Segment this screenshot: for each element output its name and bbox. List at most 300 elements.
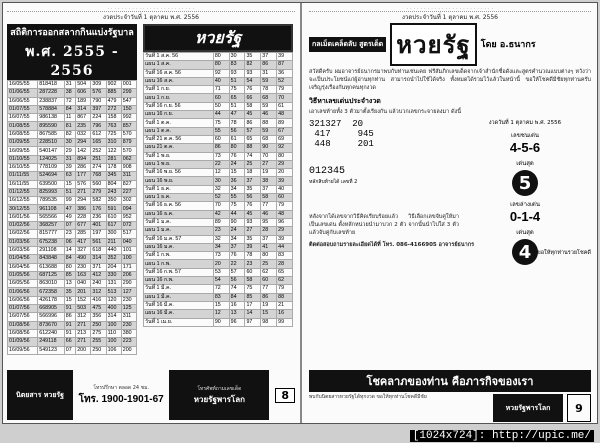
stats-row bbox=[8, 238, 137, 246]
draw-row-cell: 65 bbox=[245, 135, 261, 143]
draw-row bbox=[144, 194, 293, 202]
stats-row-cell: 152 bbox=[76, 296, 91, 304]
draw-row-cell: 89 bbox=[277, 119, 293, 127]
stats-row bbox=[8, 338, 137, 346]
draw-row-cell: 73 bbox=[213, 152, 229, 160]
draw-row-cell: 68 bbox=[261, 94, 277, 102]
draw-row-cell: 80 bbox=[229, 144, 245, 152]
stats-row-cell: 300 bbox=[106, 230, 121, 238]
stats-row-cell: 13 bbox=[64, 280, 75, 288]
draw-row-cell: 56 bbox=[229, 127, 245, 135]
footer-left-logo: นิตยสาร หวยรัฐ bbox=[7, 370, 73, 420]
stats-row-cell: 01/10/55 bbox=[8, 155, 38, 163]
stats-row-cell: 790 bbox=[91, 97, 106, 105]
draw-row-cell: 51 bbox=[229, 102, 245, 110]
stats-row bbox=[8, 280, 137, 288]
draw-row-cell: 16 bbox=[229, 301, 245, 309]
stats-row-cell: 286 bbox=[76, 163, 91, 171]
draw-row bbox=[144, 285, 293, 293]
draw-row-cell: 15 bbox=[213, 301, 229, 309]
stats-row-cell: 612 bbox=[91, 130, 106, 138]
draw-row-cell: แผน 16 ธ.ค. bbox=[144, 210, 214, 218]
draw-row-cell: แผน 1 มี.ค. bbox=[144, 293, 214, 301]
draw-row-cell: วันที่ 16 ส.ค. 56 bbox=[144, 69, 214, 77]
stats-row-cell: 01/06/56 bbox=[8, 288, 38, 296]
stats-row-cell: 206 bbox=[121, 271, 136, 279]
stats-row-cell: 84 bbox=[64, 105, 75, 113]
pair-label: เลขล่างเด่น bbox=[510, 201, 540, 208]
left-footer bbox=[7, 370, 295, 420]
draw-row-cell: 76 bbox=[245, 202, 261, 210]
footer-hotline-caption: โทรปรึกษา ตลอด 24 ชม. bbox=[93, 384, 149, 391]
draw-row-cell: วันที่ 21 ต.ค. 56 bbox=[144, 135, 214, 143]
stats-row bbox=[8, 172, 137, 180]
stats-row-cell: 314 bbox=[106, 313, 121, 321]
footer-small-text: พบกับนิตยสารหวยรัฐได้ทุกงวด ขอให้ทุกท่านโชคดีมีชัย bbox=[309, 394, 427, 400]
stats-row-cell: 400 bbox=[106, 305, 121, 313]
draw-row-cell: 69 bbox=[277, 135, 293, 143]
stats-row-cell: 426178 bbox=[38, 296, 65, 304]
draw-row-cell: 19 bbox=[261, 301, 277, 309]
lucky-label: เลขชนเด่น bbox=[510, 132, 540, 139]
stats-row-cell: 796 bbox=[91, 122, 106, 130]
draw-row-cell: 96 bbox=[229, 318, 245, 326]
stats-row-cell: 952 bbox=[121, 213, 136, 221]
draw-row-cell: 74 bbox=[245, 152, 261, 160]
stats-row-cell: 100 bbox=[106, 338, 121, 346]
stats-row-cell: 618 bbox=[91, 246, 106, 254]
stats-row-cell: 094 bbox=[121, 205, 136, 213]
draw-row-cell: 62 bbox=[277, 277, 293, 285]
draw-row-cell: 56 bbox=[245, 194, 261, 202]
stats-row-cell: 204 bbox=[106, 263, 121, 271]
stats-row-cell: 16/04/56 bbox=[8, 263, 38, 271]
stats-row-cell: 517 bbox=[121, 230, 136, 238]
draw-row bbox=[144, 277, 293, 285]
stats-row-cell: 255 bbox=[91, 338, 106, 346]
stats-row-cell: 540147 bbox=[38, 147, 65, 155]
draw-row bbox=[144, 227, 293, 235]
stats-row-cell: 778109 bbox=[38, 163, 65, 171]
draw-row-cell: 20 bbox=[213, 260, 229, 268]
draw-column bbox=[143, 24, 293, 324]
stats-row-cell: 230 bbox=[121, 321, 136, 329]
stats-row-cell: 252 bbox=[91, 147, 106, 155]
stats-row-cell: 228510 bbox=[38, 139, 65, 147]
draw-row-cell: 14 bbox=[245, 310, 261, 318]
draw-row-cell: 20 bbox=[277, 169, 293, 177]
draw-row-cell: 54 bbox=[245, 77, 261, 85]
stats-row-cell: 142 bbox=[76, 147, 91, 155]
stats-row-cell: 101 bbox=[121, 246, 136, 254]
stats-row bbox=[8, 122, 137, 130]
stats-row-cell: 275 bbox=[91, 329, 106, 337]
stats-row-cell: 992 bbox=[121, 114, 136, 122]
stats-table bbox=[7, 80, 137, 355]
stats-row-cell: 687125 bbox=[38, 271, 65, 279]
stats-row-cell: 100 bbox=[121, 255, 136, 263]
stats-row-cell: 227 bbox=[121, 188, 136, 196]
draw-row-cell: 45 bbox=[245, 111, 261, 119]
draw-row-cell: 21 bbox=[277, 301, 293, 309]
draw-row-cell: 80 bbox=[277, 152, 293, 160]
stats-row bbox=[8, 139, 137, 147]
draw-row-cell: วันที่ 1 ก.พ. bbox=[144, 252, 214, 260]
stats-row-cell: 230 bbox=[121, 296, 136, 304]
draw-row-cell: แผน 21 ต.ค. bbox=[144, 144, 214, 152]
stats-row-cell: 271 bbox=[76, 321, 91, 329]
draw-row-cell: 88 bbox=[245, 144, 261, 152]
stats-row-cell: 16/09/56 bbox=[8, 346, 38, 354]
draw-row-cell: 79 bbox=[277, 86, 293, 94]
draw-row-cell: 52 bbox=[213, 194, 229, 202]
draw-row-cell: แผน 1 ม.ค. bbox=[144, 227, 214, 235]
footer-slogan: โชคลาภของท่าน คือภารกิจของเรา bbox=[309, 370, 591, 392]
stats-row-cell: 311 bbox=[121, 172, 136, 180]
draw-row-cell: วันที่ 1 ต.ค. bbox=[144, 119, 214, 127]
footer-hotline: โทร. 1900-1901-67 bbox=[78, 393, 164, 405]
stats-row-cell: 51 bbox=[64, 188, 75, 196]
draw-row-cell: 71 bbox=[213, 86, 229, 94]
lucky-value: 4-5-6 bbox=[509, 140, 541, 155]
draw-row-cell: 37 bbox=[229, 243, 245, 251]
stats-row-cell: 243 bbox=[106, 188, 121, 196]
draw-row-cell: 60 bbox=[261, 277, 277, 285]
stats-row-cell: 01/09/56 bbox=[8, 338, 38, 346]
draw-row-cell: 35 bbox=[245, 235, 261, 243]
draw-row-cell: 34 bbox=[213, 243, 229, 251]
draw-row-cell: วันที่ 1 ส.ค. 56 bbox=[144, 53, 214, 61]
stats-row-cell: 72 bbox=[64, 97, 75, 105]
stats-row-cell: 040 bbox=[76, 280, 91, 288]
last-label: เด่นสุด bbox=[516, 229, 534, 236]
stats-row-cell: 200 bbox=[76, 346, 91, 354]
stats-row bbox=[8, 246, 137, 254]
stats-row-cell: 566996 bbox=[38, 313, 65, 321]
draw-row-cell: 85 bbox=[245, 293, 261, 301]
draw-row bbox=[144, 235, 293, 243]
stats-row-cell: 314 bbox=[76, 105, 91, 113]
stats-row-cell: 124025 bbox=[38, 155, 65, 163]
stats-row-cell: 804 bbox=[106, 180, 121, 188]
stats-row-cell: 873670 bbox=[38, 321, 65, 329]
draw-row-cell: 22 bbox=[229, 260, 245, 268]
draw-row bbox=[144, 86, 293, 94]
stats-row bbox=[8, 263, 137, 271]
draw-row-cell: 48 bbox=[277, 111, 293, 119]
draw-row-cell: 96 bbox=[277, 218, 293, 226]
draw-row-cell: 15 bbox=[261, 310, 277, 318]
stats-row-cell: 294 bbox=[76, 197, 91, 205]
stats-row bbox=[8, 222, 137, 230]
stats-row-cell: 613688 bbox=[38, 263, 65, 271]
draw-row-cell: 77 bbox=[261, 285, 277, 293]
draw-row-cell: แผน 1 ส.ค. bbox=[144, 61, 214, 69]
stats-row bbox=[8, 197, 137, 205]
stats-row-cell: 100 bbox=[106, 321, 121, 329]
stats-row-cell: 908 bbox=[121, 163, 136, 171]
draw-date: งวดวันที่ 1 ตุลาคม พ.ศ. 2556 bbox=[488, 120, 562, 126]
stats-row-cell: 668905 bbox=[38, 305, 65, 313]
stats-row-cell: 725 bbox=[106, 130, 121, 138]
stats-row-cell: 165 bbox=[91, 139, 106, 147]
prediction-panel bbox=[459, 119, 591, 265]
intro-paragraph: สวัสดีครับ ผมอาจารย์ธนากรมาพบกับท่านเช่นเคย ฟรีสัมภิกเลขเด็ดจากเจ้าสำนักชื่อดังและสูตรคำนวณแบบต่างๆ หวังว่าจะเป็นประโยชน์แก่ผู้อ่านทุกท่าน สามารถนำไปใช้ได้จริง ทั้งหมดได้รวมไว้แล้วในหน้านี้ ขอให้โชคดีมีชัยทุกท่านครับ เจริญรุ่งเรืองกันทุกคนทุกงวด bbox=[309, 69, 591, 91]
draw-row-cell: 82 bbox=[245, 61, 261, 69]
stats-row bbox=[8, 105, 137, 113]
stats-row-cell: 06 bbox=[64, 238, 75, 246]
stats-row-cell: 91 bbox=[64, 321, 75, 329]
footer-right-title: หวยรัฐพารโลก bbox=[193, 394, 245, 404]
stats-row-cell: 01/03/56 bbox=[8, 238, 38, 246]
stats-row-cell: 16/07/55 bbox=[8, 114, 38, 122]
draw-row-cell: 67 bbox=[277, 127, 293, 135]
draw-row-cell: 92 bbox=[213, 69, 229, 77]
stats-row-cell: 63 bbox=[64, 172, 75, 180]
draw-row-cell: 86 bbox=[245, 119, 261, 127]
draw-row-cell: 60 bbox=[213, 94, 229, 102]
stats-row-cell: 01/06/55 bbox=[8, 89, 38, 97]
column-label: กลเม็ดเคล็ดลับ สูตรเด็ด bbox=[309, 37, 386, 52]
footer-right-caption: โทรศัพท์ถามเลขเด็ด bbox=[197, 385, 242, 392]
draw-row-cell: 60 bbox=[213, 135, 229, 143]
stats-row-cell: 072 bbox=[121, 222, 136, 230]
stats-row-cell: 16/01/56 bbox=[8, 213, 38, 221]
draw-row-cell: 24 bbox=[229, 160, 245, 168]
stats-row-cell: 327 bbox=[76, 246, 91, 254]
draw-row bbox=[144, 169, 293, 177]
draw-row-cell: 80 bbox=[261, 252, 277, 260]
stats-row-cell: 250 bbox=[91, 321, 106, 329]
stats-row-cell: 314 bbox=[91, 255, 106, 263]
stats-row-cell: 250 bbox=[91, 346, 106, 354]
stats-row-cell: 827 bbox=[121, 180, 136, 188]
draw-row-cell: วันที่ 16 พ.ย. 56 bbox=[144, 169, 214, 177]
stats-row-cell: 106 bbox=[106, 346, 121, 354]
draw-row bbox=[144, 94, 293, 102]
stats-row-cell: 82 bbox=[64, 130, 75, 138]
draw-table bbox=[143, 52, 293, 327]
draw-row-cell: 86 bbox=[261, 293, 277, 301]
stats-row-cell: 397 bbox=[91, 105, 106, 113]
stats-row-cell: 15 bbox=[64, 180, 75, 188]
stats-row-cell: 16/07/56 bbox=[8, 313, 38, 321]
stats-row-cell: 31 bbox=[64, 81, 75, 89]
stats-row-cell: 368257 bbox=[38, 222, 65, 230]
stats-banner-years: พ.ศ. 2555 - 2556 bbox=[7, 40, 137, 80]
stats-row-cell: 902 bbox=[106, 81, 121, 89]
draw-row-cell: 88 bbox=[277, 293, 293, 301]
draw-row-cell: วันที่ 16 ก.ย. 56 bbox=[144, 102, 214, 110]
stats-row bbox=[8, 321, 137, 329]
stats-row-cell: 249118 bbox=[38, 338, 65, 346]
stats-row-cell: 07 bbox=[64, 346, 75, 354]
draw-row bbox=[144, 127, 293, 135]
right-footer bbox=[309, 370, 591, 420]
draw-row-cell: 68 bbox=[261, 135, 277, 143]
stats-row-cell: 16/05/55 bbox=[8, 81, 38, 89]
digit-series: 012345 bbox=[309, 166, 346, 177]
stats-row-cell: 040 bbox=[121, 238, 136, 246]
draw-row-cell: 60 bbox=[277, 194, 293, 202]
main-label: เด่นสุด bbox=[516, 160, 534, 167]
draw-row-cell: 52 bbox=[277, 77, 293, 85]
draw-row-cell: 65 bbox=[229, 94, 245, 102]
draw-row-cell: 39 bbox=[277, 177, 293, 185]
draw-row-cell: 44 bbox=[229, 210, 245, 218]
stats-row bbox=[8, 97, 137, 105]
stats-row-cell: 189 bbox=[76, 97, 91, 105]
stats-row-cell: 91 bbox=[64, 305, 75, 313]
stats-row-cell: 16/05/56 bbox=[8, 280, 38, 288]
draw-row-cell: 88 bbox=[261, 119, 277, 127]
draw-row-cell: 32 bbox=[213, 235, 229, 243]
draw-row-cell: แผน 16 มี.ค. bbox=[144, 310, 214, 318]
draw-row-cell: 95 bbox=[261, 218, 277, 226]
draw-row-cell: 92 bbox=[277, 144, 293, 152]
stats-column bbox=[7, 24, 137, 353]
stats-row-cell: 417 bbox=[76, 238, 91, 246]
stats-row-cell: 879 bbox=[121, 139, 136, 147]
stats-row-cell: 99 bbox=[64, 197, 75, 205]
stats-row-cell: 825993 bbox=[38, 188, 65, 196]
stats-row bbox=[8, 205, 137, 213]
draw-row-cell: 78 bbox=[245, 252, 261, 260]
draw-row-cell: 27 bbox=[261, 160, 277, 168]
draw-row-cell: 41 bbox=[261, 243, 277, 251]
draw-row-cell: 97 bbox=[245, 318, 261, 326]
stats-row-cell: 39 bbox=[64, 163, 75, 171]
stats-row-cell: 200 bbox=[121, 346, 136, 354]
draw-row-cell: 61 bbox=[229, 135, 245, 143]
draw-row-cell: 37 bbox=[261, 53, 277, 61]
stats-row-cell: 576 bbox=[76, 180, 91, 188]
footer-magazine-logo: หวยรัฐพารโลก bbox=[493, 394, 563, 422]
stats-row-cell: 961108 bbox=[38, 205, 65, 213]
main-number-badge: 5 bbox=[512, 170, 538, 196]
draw-row-cell: 36 bbox=[229, 177, 245, 185]
draw-row-cell: 32 bbox=[213, 185, 229, 193]
draw-row-cell: แผน 16 ส.ค. bbox=[144, 77, 214, 85]
draw-row-cell: 76 bbox=[229, 252, 245, 260]
stats-row-cell: 163 bbox=[76, 271, 91, 279]
draw-row bbox=[144, 243, 293, 251]
draw-row-cell: 76 bbox=[229, 152, 245, 160]
draw-row-cell: 15 bbox=[229, 169, 245, 177]
stats-row-cell: 122 bbox=[106, 147, 121, 155]
draw-row-cell: 70 bbox=[213, 202, 229, 210]
draw-row-cell: 23 bbox=[245, 260, 261, 268]
right-running-head: งวดประจำวันที่ 1 ตุลาคม พ.ศ. 2556 bbox=[402, 14, 498, 21]
stats-row-cell: 150 bbox=[121, 105, 136, 113]
draw-row-cell: 13 bbox=[229, 310, 245, 318]
stats-row-cell: 312 bbox=[91, 288, 106, 296]
stats-row-cell: 032 bbox=[76, 130, 91, 138]
stats-row-cell: 01/12/55 bbox=[8, 188, 38, 196]
draw-row bbox=[144, 185, 293, 193]
stats-row-cell: 81 bbox=[64, 122, 75, 130]
stats-row-cell: 561 bbox=[91, 238, 106, 246]
stats-row-cell: 271 bbox=[76, 338, 91, 346]
draw-row-cell: 90 bbox=[261, 144, 277, 152]
draw-row-cell: 73 bbox=[213, 252, 229, 260]
draw-row-cell: 75 bbox=[229, 202, 245, 210]
draw-row bbox=[144, 69, 293, 77]
stats-row bbox=[8, 346, 137, 354]
stats-row-cell: 503 bbox=[76, 305, 91, 313]
stats-row-cell: 16/10/55 bbox=[8, 163, 38, 171]
magazine-spread bbox=[2, 2, 598, 424]
draw-row-cell: วันที่ 16 ก.พ. 57 bbox=[144, 268, 214, 276]
draw-row-cell: 54 bbox=[213, 277, 229, 285]
stats-row-cell: 224 bbox=[91, 114, 106, 122]
stats-row-cell: 14 bbox=[64, 246, 75, 254]
stats-row-cell: 131 bbox=[106, 280, 121, 288]
draw-row-cell: 44 bbox=[277, 243, 293, 251]
draw-row bbox=[144, 293, 293, 301]
stats-row-cell: 576 bbox=[91, 89, 106, 97]
stats-row-cell: 49 bbox=[64, 213, 75, 221]
stats-row bbox=[8, 271, 137, 279]
draw-row bbox=[144, 53, 293, 61]
stats-row-cell: 894 bbox=[76, 155, 91, 163]
formula-description: เอาเลขท้ายทั้ง 3 ตัวมาตั้งเรียงกัน แล้วบวกเลขกระจายลงมา ดังนี้ bbox=[309, 109, 461, 115]
stats-row-cell: 01/07/56 bbox=[8, 305, 38, 313]
draw-row-cell: 77 bbox=[261, 202, 277, 210]
stats-row-cell: 281 bbox=[106, 155, 121, 163]
stats-row-cell: 610 bbox=[106, 213, 121, 221]
stats-row-cell: 213 bbox=[76, 329, 91, 337]
right-top-strip: · · · · · · · · · · · · · · · · · · · · · · · · · bbox=[309, 6, 591, 12]
draw-row bbox=[144, 310, 293, 318]
stats-row-cell: 612240 bbox=[38, 329, 65, 337]
draw-row-cell: 72 bbox=[213, 285, 229, 293]
stats-row-cell: 228 bbox=[76, 213, 91, 221]
stats-row-cell: 279 bbox=[91, 188, 106, 196]
stats-row-cell: 302 bbox=[121, 197, 136, 205]
column-byline: โดย อ.ธนากร bbox=[480, 40, 536, 50]
draw-row-cell: 24 bbox=[229, 227, 245, 235]
stats-row-cell: 895590 bbox=[38, 122, 65, 130]
left-running-head: งวดประจำวันที่ 1 ตุลาคม พ.ศ. 2556 bbox=[103, 14, 199, 21]
stats-row-cell: 570 bbox=[121, 130, 136, 138]
stats-row-cell: 490 bbox=[76, 255, 91, 263]
stats-row-cell: 15 bbox=[64, 296, 75, 304]
stats-row-cell: 274 bbox=[91, 163, 106, 171]
draw-row-cell: 74 bbox=[229, 285, 245, 293]
stats-row-cell: 677 bbox=[76, 222, 91, 230]
draw-row-cell: วันที่ 1 มี.ค. bbox=[144, 285, 214, 293]
stats-row-cell: 524694 bbox=[38, 172, 65, 180]
stats-row-cell: 197 bbox=[91, 230, 106, 238]
draw-row-cell: 34 bbox=[229, 185, 245, 193]
draw-row bbox=[144, 111, 293, 119]
draw-row-cell: แผน 16 ก.ย. bbox=[144, 111, 214, 119]
stats-row-cell: 01/02/56 bbox=[8, 222, 38, 230]
draw-row-cell: 58 bbox=[245, 102, 261, 110]
draw-row-cell: 12 bbox=[213, 310, 229, 318]
draw-row-cell: 70 bbox=[277, 94, 293, 102]
draw-row-cell: 90 bbox=[213, 318, 229, 326]
stats-row-cell: 345 bbox=[106, 172, 121, 180]
draw-row-cell: 86 bbox=[261, 61, 277, 69]
stats-row-cell: 412 bbox=[91, 271, 106, 279]
stats-row bbox=[8, 163, 137, 171]
digit-series-note: หลักสิบท้ายได้ เลขที่ 2 bbox=[309, 179, 358, 185]
stats-row-cell: 16/02/56 bbox=[8, 230, 38, 238]
draw-row-cell: 75 bbox=[229, 86, 245, 94]
stats-row bbox=[8, 296, 137, 304]
